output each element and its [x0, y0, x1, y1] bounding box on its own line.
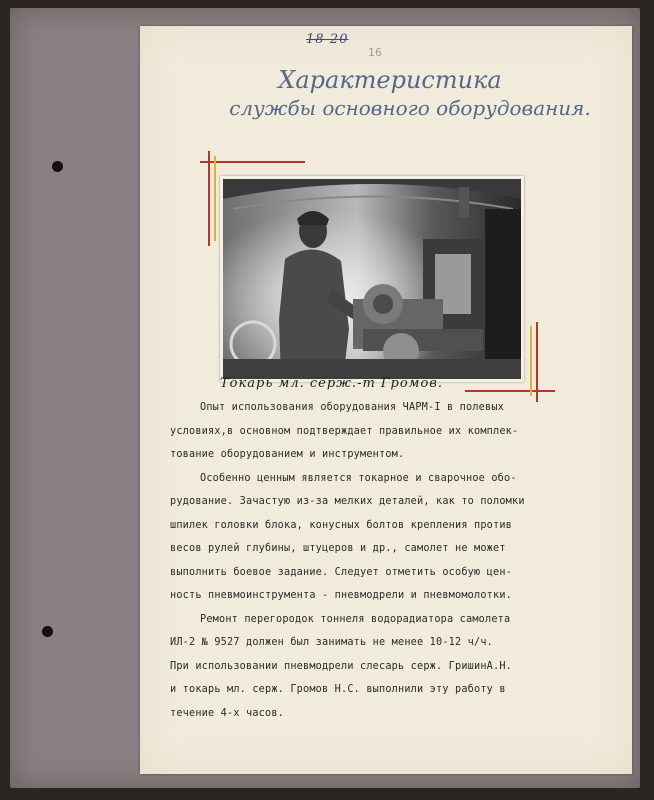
body-line: Ремонт перегородок тоннеля водорадиатора самолета: [200, 613, 511, 625]
body-line: течение 4-х часов.: [170, 707, 285, 719]
body-line: рудование. Зачастую из-за мелких деталей, как то поломки: [170, 496, 525, 507]
document-sheet: [140, 26, 632, 774]
body-line: При использовании пневмодрели слесарь серж. ГришинА.Н.: [170, 660, 513, 672]
body-line: Опыт использования оборудования ЧАРМ-I в полевых: [200, 402, 505, 413]
corner-line-top-yellow: [214, 156, 216, 241]
binding-hole-bottom: [42, 626, 53, 637]
body-line: ность пневмоинструмента - пневмодрели и пневмомолотки.: [170, 590, 513, 601]
binding-hole-top: [52, 161, 63, 172]
body-line: выполнить боевое задание. Следует отметить особую цен-: [170, 566, 513, 578]
body-line: Особенно ценным является токарное и сварочное обо-: [200, 472, 517, 484]
photo-image: [223, 179, 521, 379]
pencil-page-number: 16: [368, 46, 382, 59]
body-line: тование оборудованием и инструментом.: [170, 449, 405, 460]
photo-turner-at-lathe: [220, 176, 524, 382]
body-line: ИЛ-2 № 9527 должен был занимать не менее 10-12 ч/ч.: [170, 637, 494, 648]
document-title: Характеристика: [278, 66, 502, 94]
body-line: шпилек головки блока, конусных болтов крепления против: [170, 519, 513, 531]
document-body: [170, 396, 610, 725]
body-line: условиях,в основном подтверждает правильное их комплек-: [170, 425, 519, 437]
body-line: и токарь мл. серж. Громов Н.С. выполнили эту работу в: [170, 684, 506, 695]
corner-line-top-vertical: [208, 151, 210, 246]
crossed-page-number: 18-20: [306, 32, 349, 47]
photo-caption: Токарь мл. серж.-т Громов.: [220, 376, 443, 391]
body-line: весов рулей глубины, штуцеров и др., самолет не может: [170, 543, 506, 554]
document-subtitle: службы основного оборудования.: [229, 96, 591, 120]
